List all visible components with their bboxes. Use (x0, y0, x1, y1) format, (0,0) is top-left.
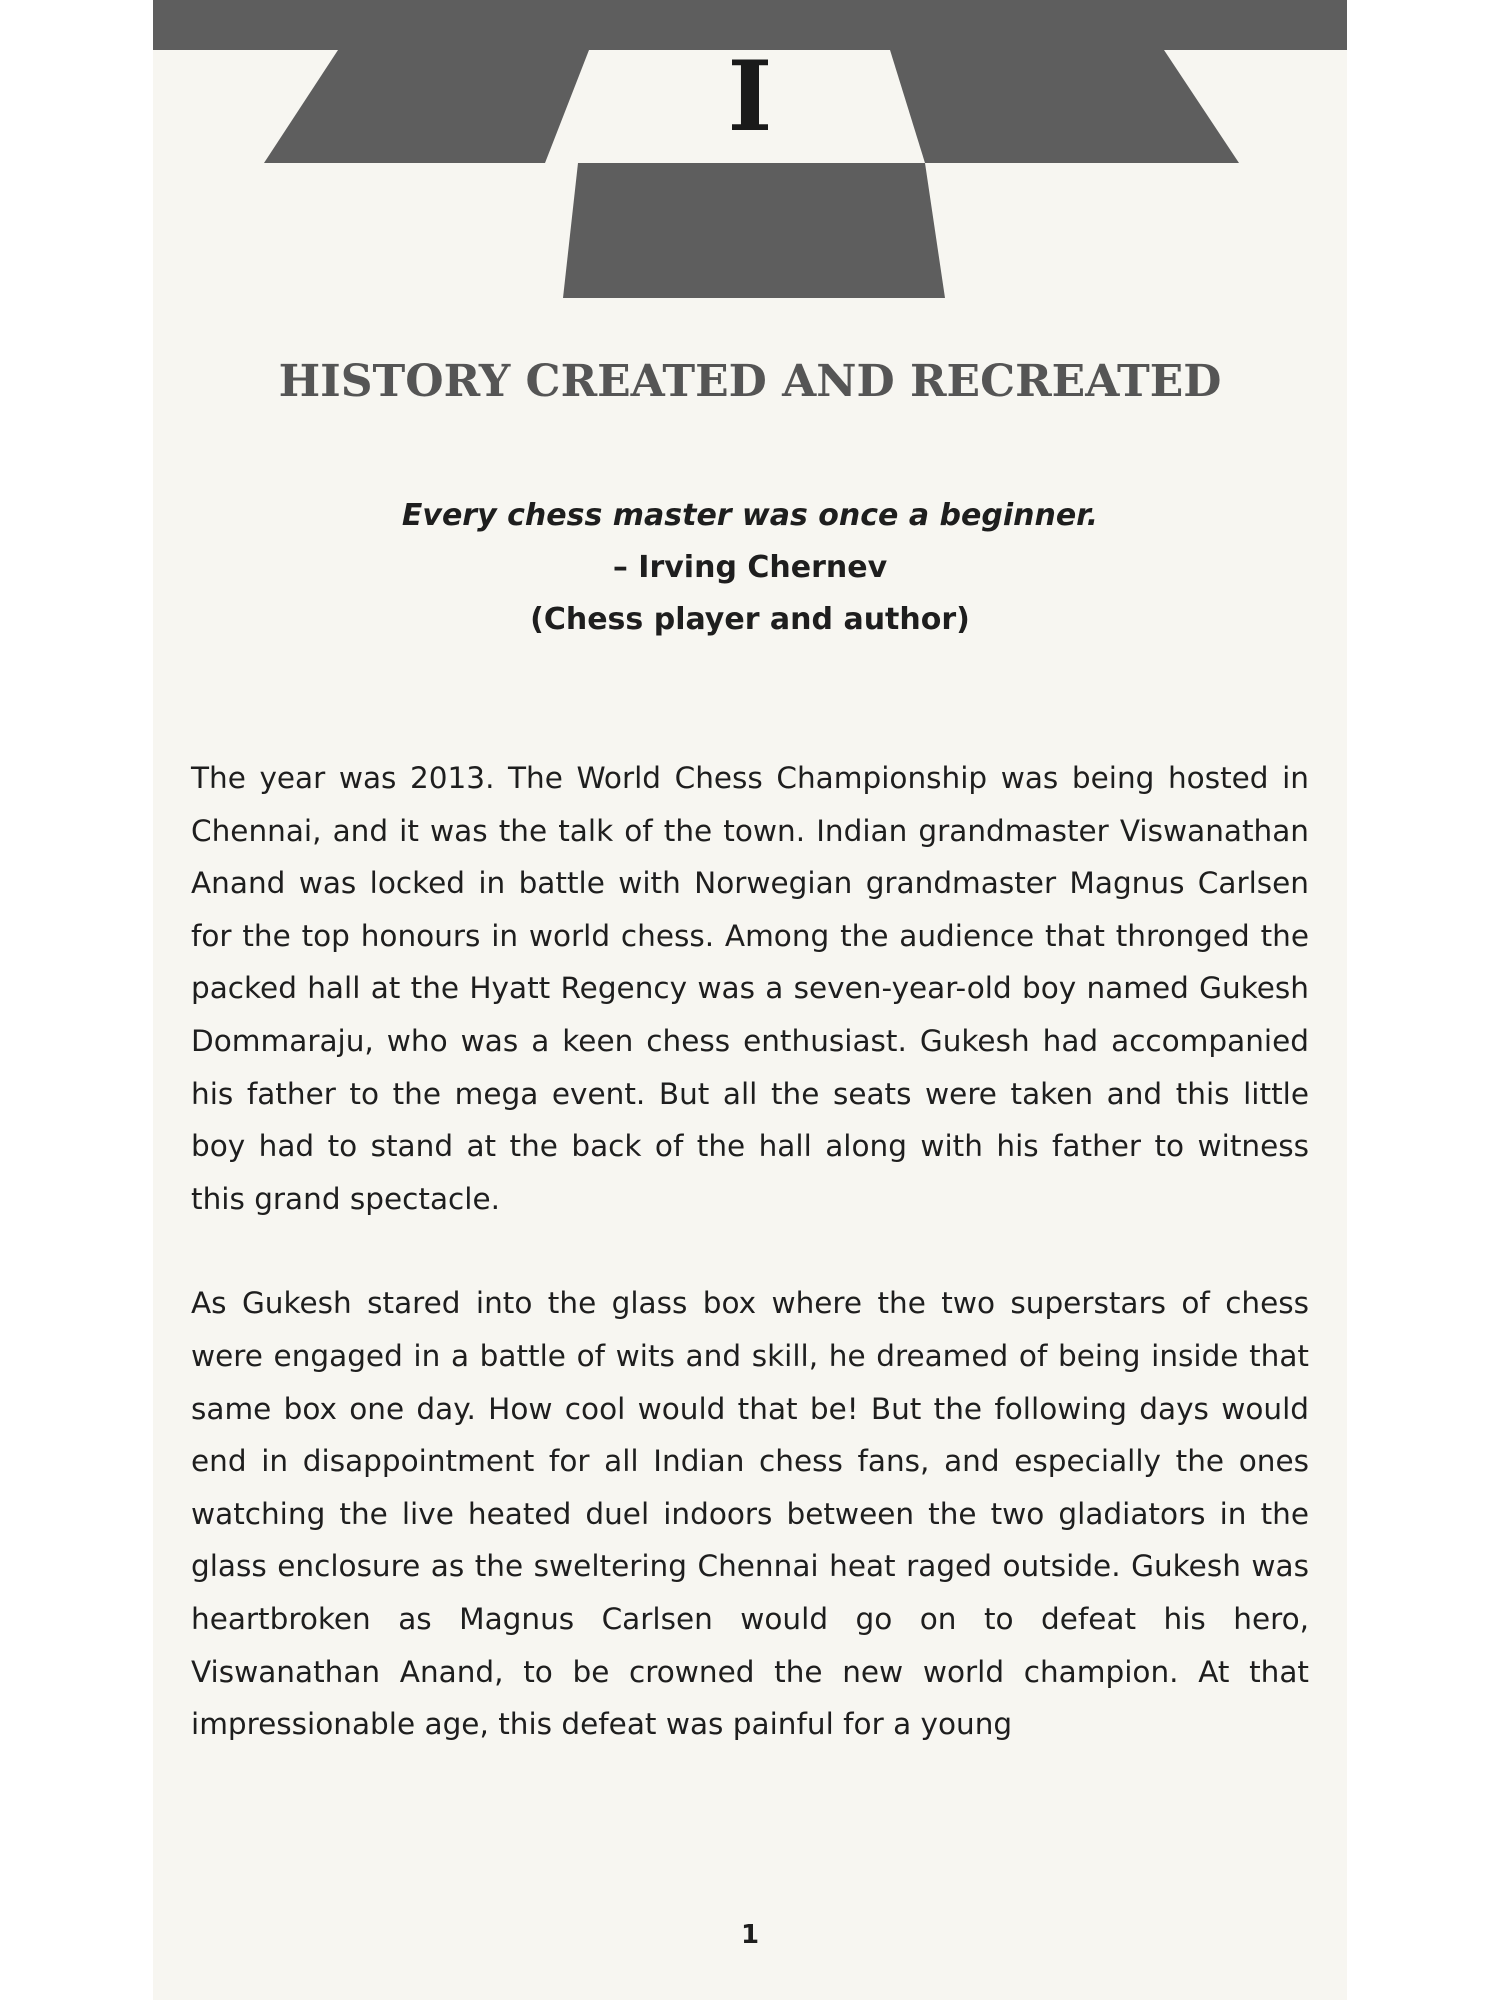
epigraph-author-note: (Chess player and author) (530, 602, 970, 637)
epigraph (153, 490, 1347, 646)
page-number: 1 (740, 1920, 760, 1950)
paragraph: The year was 2013. The World Chess Championship was being hosted in Chennai, and it was the talk of the town. Indian grandmaster Viswanathan Anand was locked in battle with Norwegian grandmaster Magnus Carlsen for the top honours in world chess. Among the audience that thronged the packed hall at the Hyatt Regency was a seven-year-old boy named Gukesh Dommaraju, who was a keen chess enthusiast. Gukesh had accompanied his father to the mega event. But all the seats were taken and this little boy had to stand at the back of the hall along with his father to witness this grand spectacle. (191, 761, 1309, 1216)
epigraph-author: – Irving Chernev (612, 550, 888, 585)
chapter-title: HISTORY CREATED AND RECREATED (278, 356, 1222, 407)
book-page (153, 0, 1347, 2000)
chapter-number: I (727, 40, 773, 153)
board-square (563, 163, 945, 298)
chapter-body (191, 752, 1309, 1803)
epigraph-quote: Every chess master was once a beginner. (401, 498, 1099, 533)
paragraph: As Gukesh stared into the glass box where the two superstars of chess were engaged in a battle of wits and skill, he dreamed of being inside that same box one day. How cool would that be! But the following days would end in disappointment for all Indian chess fans, and especially the ones watching the live heated duel indoors between the two gladiators in the glass enclosure as the sweltering Chennai heat raged outside. Gukesh was heartbroken as Magnus Carlsen would go on to defeat his hero, Viswanathan Anand, to be crowned the new world champion. At that impressionable age, this defeat was painful for a young (191, 1286, 1309, 1742)
